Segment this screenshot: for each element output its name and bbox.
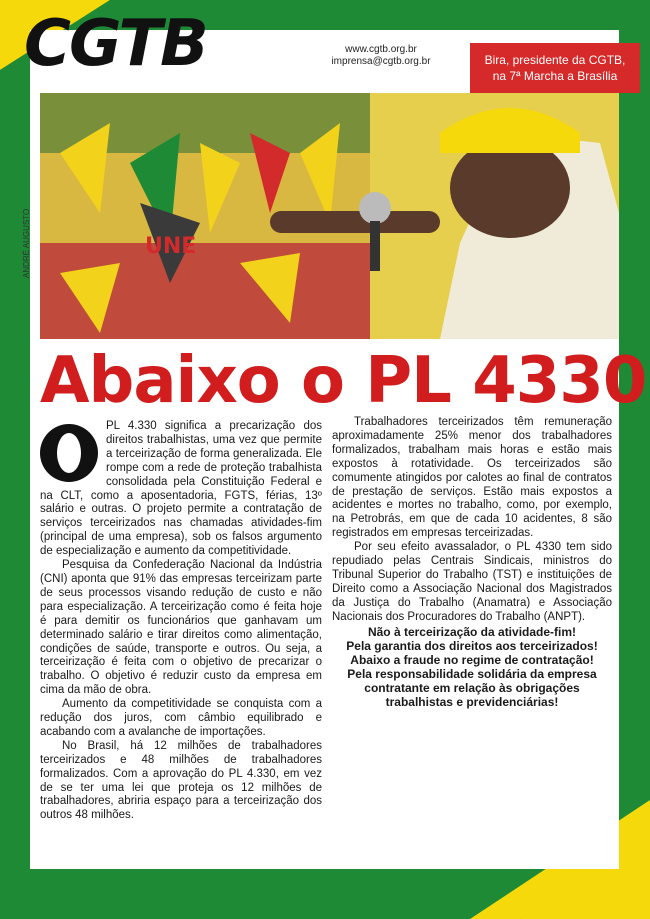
slogan: Pela responsabilidade solidária da empresa contratante em relação às obrigações trabalhistas e previdenciárias! bbox=[347, 666, 597, 709]
article-column-right bbox=[332, 416, 612, 709]
website-link[interactable]: www.cgtb.org.br bbox=[345, 44, 417, 55]
headline: Abaixo o PL 4330 bbox=[40, 344, 647, 418]
slogan: Não à terceirização da atividade-fim! bbox=[367, 624, 577, 639]
article-column-left bbox=[40, 420, 322, 823]
photo-credit: ANDRÉ AUGUSTO bbox=[22, 208, 31, 278]
article-paragraph: Pesquisa da Confederação Nacional da Indústria (CNI) aponta que 91% das empresas terceirizam parte de seus processos visando redução de custo e não para especialização. A terceirização como é feita hoje é para demitir os funcionários que ganhavam um determinado salário e tirar direitos como alimentação, condições de saúde, transporte e outros. Ou seja, a terceirização é feita com o objetivo de precarizar o trabalho. O objetivo é reduzir custo da empresa em cima da mão de obra. bbox=[40, 559, 322, 697]
slogan: Pela garantia dos direitos aos terceirizados! bbox=[346, 638, 598, 653]
photo-caption: Bira, presidente da CGTB, na 7ª Marcha a Brasília bbox=[470, 43, 640, 93]
article-paragraph: No Brasil, há 12 milhões de trabalhadores terceirizados e 48 milhões de trabalhadores formalizados. Com a aprovação do PL 4.330, em vez de se ter uma lei que proteja os 12 milhões de trabalhadores, abriria espaço para a terceirização dos outros 48 milhões. bbox=[40, 739, 322, 822]
article-paragraph: Aumento da competitividade se conquista com a redução dos juros, com câmbio equilibrado e acabando com a avalanche de importações. bbox=[40, 698, 322, 738]
article-paragraph: Por seu efeito avassalador, o PL 4330 tem sido repudiado pelas Centrais Sindicais, ministros do Tribunal Superior do Trabalho (TST) e instituições de Direito como a Associação Nacional dos Magistrados da Justiça do Trabalho (Anamatra) e Associação Nacionais dos Procuradores do Trabalho (ANPT). bbox=[332, 541, 612, 623]
cgtb-logo: CGTB bbox=[24, 7, 207, 81]
dropcap-o bbox=[40, 424, 98, 482]
rally-photo bbox=[40, 93, 619, 339]
email-link[interactable]: imprensa@cgtb.org.br bbox=[331, 56, 431, 67]
contact-info bbox=[316, 44, 446, 68]
article-paragraph: PL 4.330 significa a precarização dos direitos trabalhistas, uma vez que permite a terceirização de forma generalizada. Ele rompe com a rede de proteção trabalhista consolidada pela Constituição Federal e na CLT, como a aposentadoria, FGTS, férias, 13º salário e outras. O projeto permite a contratação de serviços terceirizados nas chamadas atividades-fim (principal de uma empresa), sob os falsos argumento de especialização e aumento da competitividade. bbox=[40, 420, 322, 558]
slogan: Abaixo a fraude no regime de contratação! bbox=[350, 652, 594, 667]
article-paragraph: Trabalhadores terceirizados têm remuneração aproximadamente 25% menor dos trabalhadores formalizados, trabalham mais horas e estão mais expostos à rotatividade. Os terceirizados são comumente atingidos por calotes ao final de contratos de prestação de serviços. Estão mais expostos a acidentes e mortes no trabalho, como, por exemplo, na Petrobrás, em que de cada 10 acidentes, 8 são registrados em empresas terceirizadas. bbox=[332, 416, 612, 540]
rally-illustration bbox=[40, 93, 619, 339]
banner-text: UNE bbox=[145, 234, 197, 259]
